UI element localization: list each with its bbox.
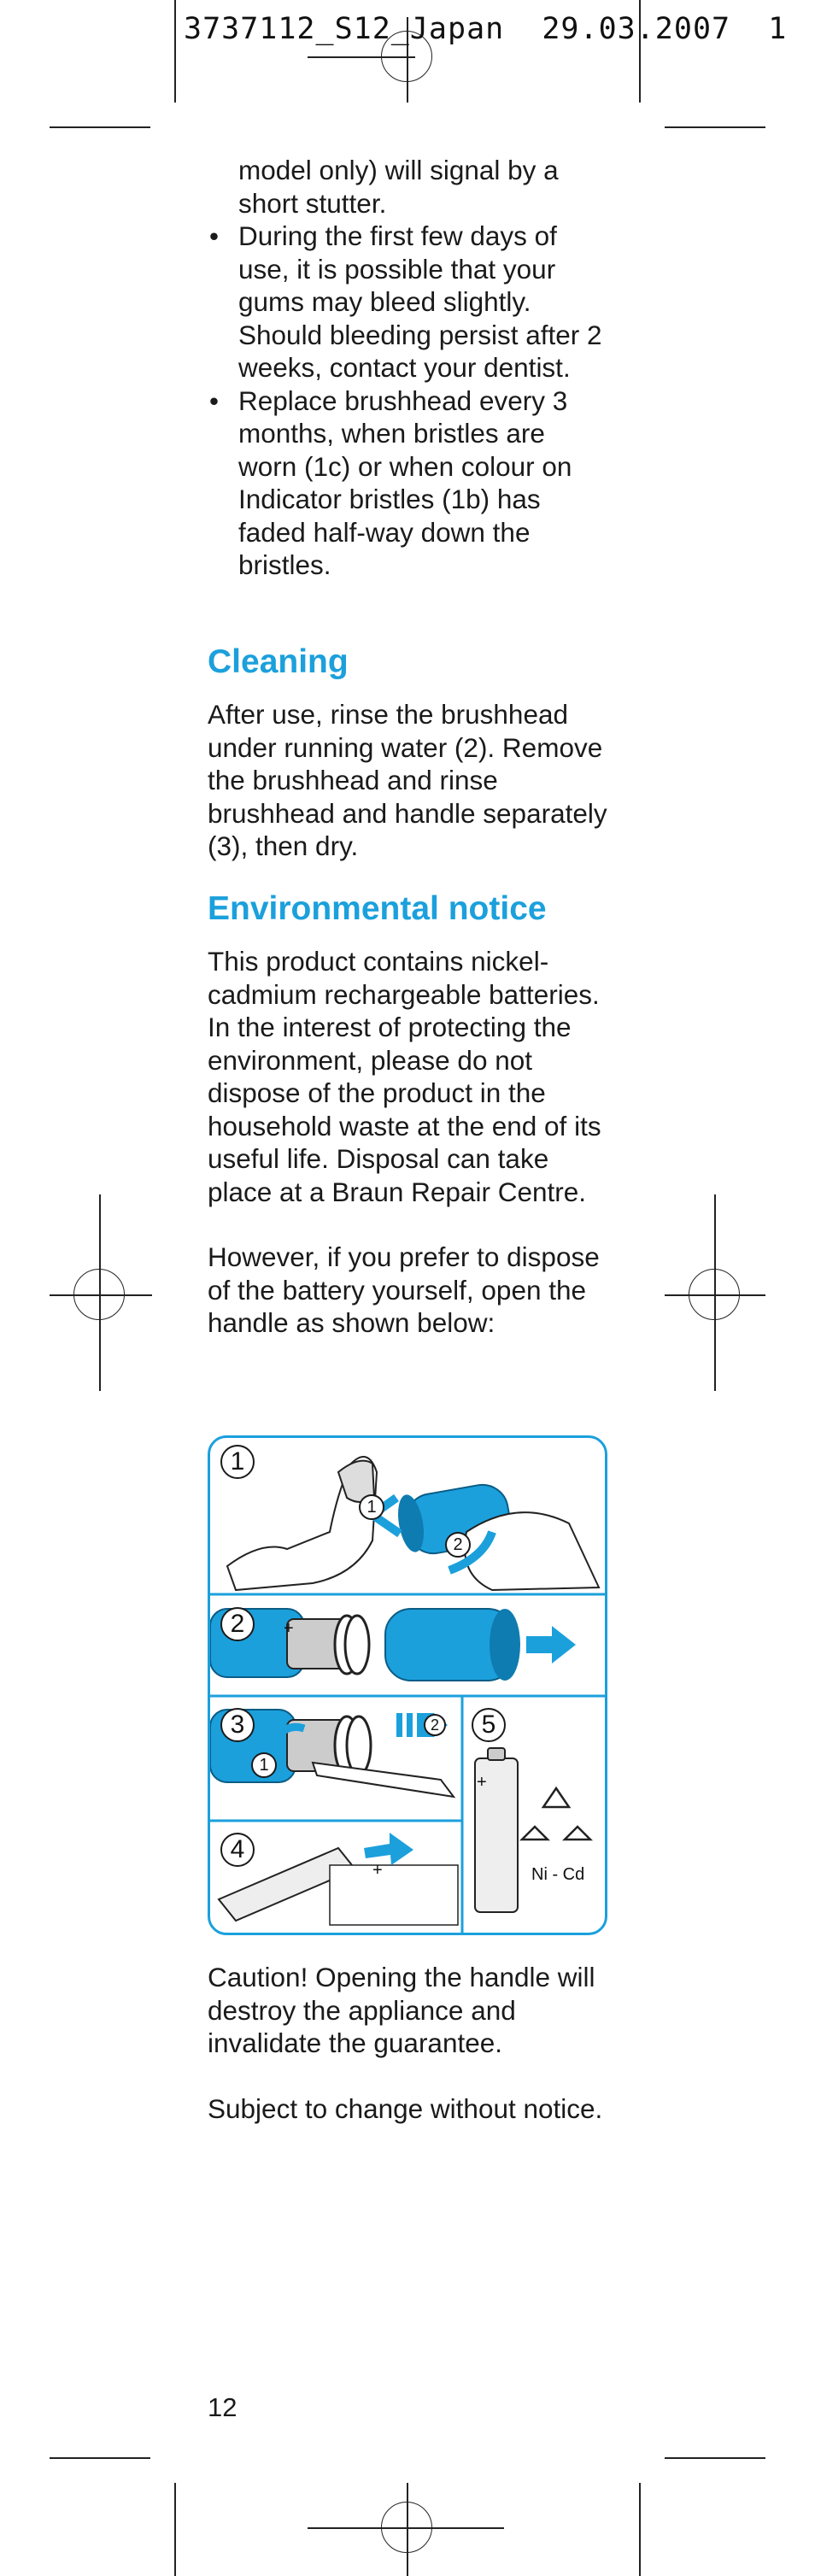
step-marker: 2 — [424, 1714, 446, 1736]
step-marker: 2 — [445, 1532, 471, 1558]
panel-number: 5 — [472, 1708, 506, 1742]
environment-body: This product contains nickel-cadmium rechargeable batteries. In the interest of protecting the environment, please do not dispose of the product in the household waste at the end of its useful life. Disposal can take place at a Braun Repair Centre. — [208, 946, 601, 1207]
cleaning-heading: Cleaning — [208, 643, 349, 680]
crop-mark — [50, 1294, 152, 1296]
crop-mark — [665, 2457, 765, 2459]
crop-mark — [50, 2457, 150, 2459]
continuation-text: model only) will signal by a short stutter. — [238, 155, 559, 219]
panel-number: 3 — [220, 1708, 255, 1742]
print-slug: 3737112_S12_Japan 29.03.2007 1 — [184, 12, 788, 46]
crop-mark — [665, 126, 765, 128]
panel-2-drawing — [210, 1609, 576, 1681]
panel-number: 2 — [220, 1607, 255, 1641]
crop-mark — [174, 0, 176, 103]
plus-sign: + — [477, 1773, 487, 1792]
crop-mark — [174, 2483, 176, 2576]
panel-5-drawing — [475, 1748, 590, 1912]
panel-4-drawing — [219, 1833, 458, 1925]
step-marker: 1 — [359, 1494, 384, 1520]
environment-body-2: However, if you prefer to dispose of the battery yourself, open the handle as shown below: — [208, 1241, 600, 1338]
environment-section — [208, 889, 609, 1340]
cleaning-section — [208, 642, 609, 863]
panel-number: 4 — [220, 1833, 255, 1867]
list-item: • Replace brushhead every 3 months, when bristles are worn (1c) or when colour on Indicator bristles (1b) has faded half-way down the bristles. — [209, 384, 572, 580]
closing-text — [208, 1961, 609, 2125]
crop-mark — [639, 2483, 641, 2576]
step-marker: 1 — [251, 1752, 277, 1778]
panel-number: 1 — [220, 1445, 255, 1479]
plus-sign: + — [284, 1619, 294, 1638]
illustration-drawing — [210, 1438, 605, 1933]
battery-removal-illustration — [208, 1435, 607, 1935]
crop-mark — [50, 126, 150, 128]
crop-mark — [714, 1194, 716, 1391]
page-number: 12 — [208, 2392, 237, 2422]
crop-mark — [308, 56, 415, 58]
panel-1-drawing — [227, 1457, 599, 1590]
plus-sign: + — [372, 1861, 383, 1880]
notice-text: Subject to change without notice. — [208, 2092, 603, 2124]
cleaning-body: After use, rinse the brushhead under running water (2). Remove the brushhead and rinse brushhead and handle separately (3), then dry. — [208, 699, 607, 861]
top-text — [208, 154, 609, 582]
caution-text: Caution! Opening the handle will destroy the appliance and invalidate the guarantee. — [208, 1962, 595, 2058]
battery-label: Ni - Cd — [531, 1865, 585, 1884]
environment-heading: Environmental notice — [208, 890, 547, 927]
bullet-list — [208, 220, 609, 582]
crop-mark — [308, 2527, 504, 2529]
list-item: • During the first few days of use, it is possible that your gums may bleed slightly. Should bleeding persist after 2 weeks, contact your dentist. — [209, 220, 602, 383]
crop-mark — [99, 1194, 101, 1391]
crop-mark — [407, 2483, 408, 2576]
crop-mark — [665, 1294, 765, 1296]
